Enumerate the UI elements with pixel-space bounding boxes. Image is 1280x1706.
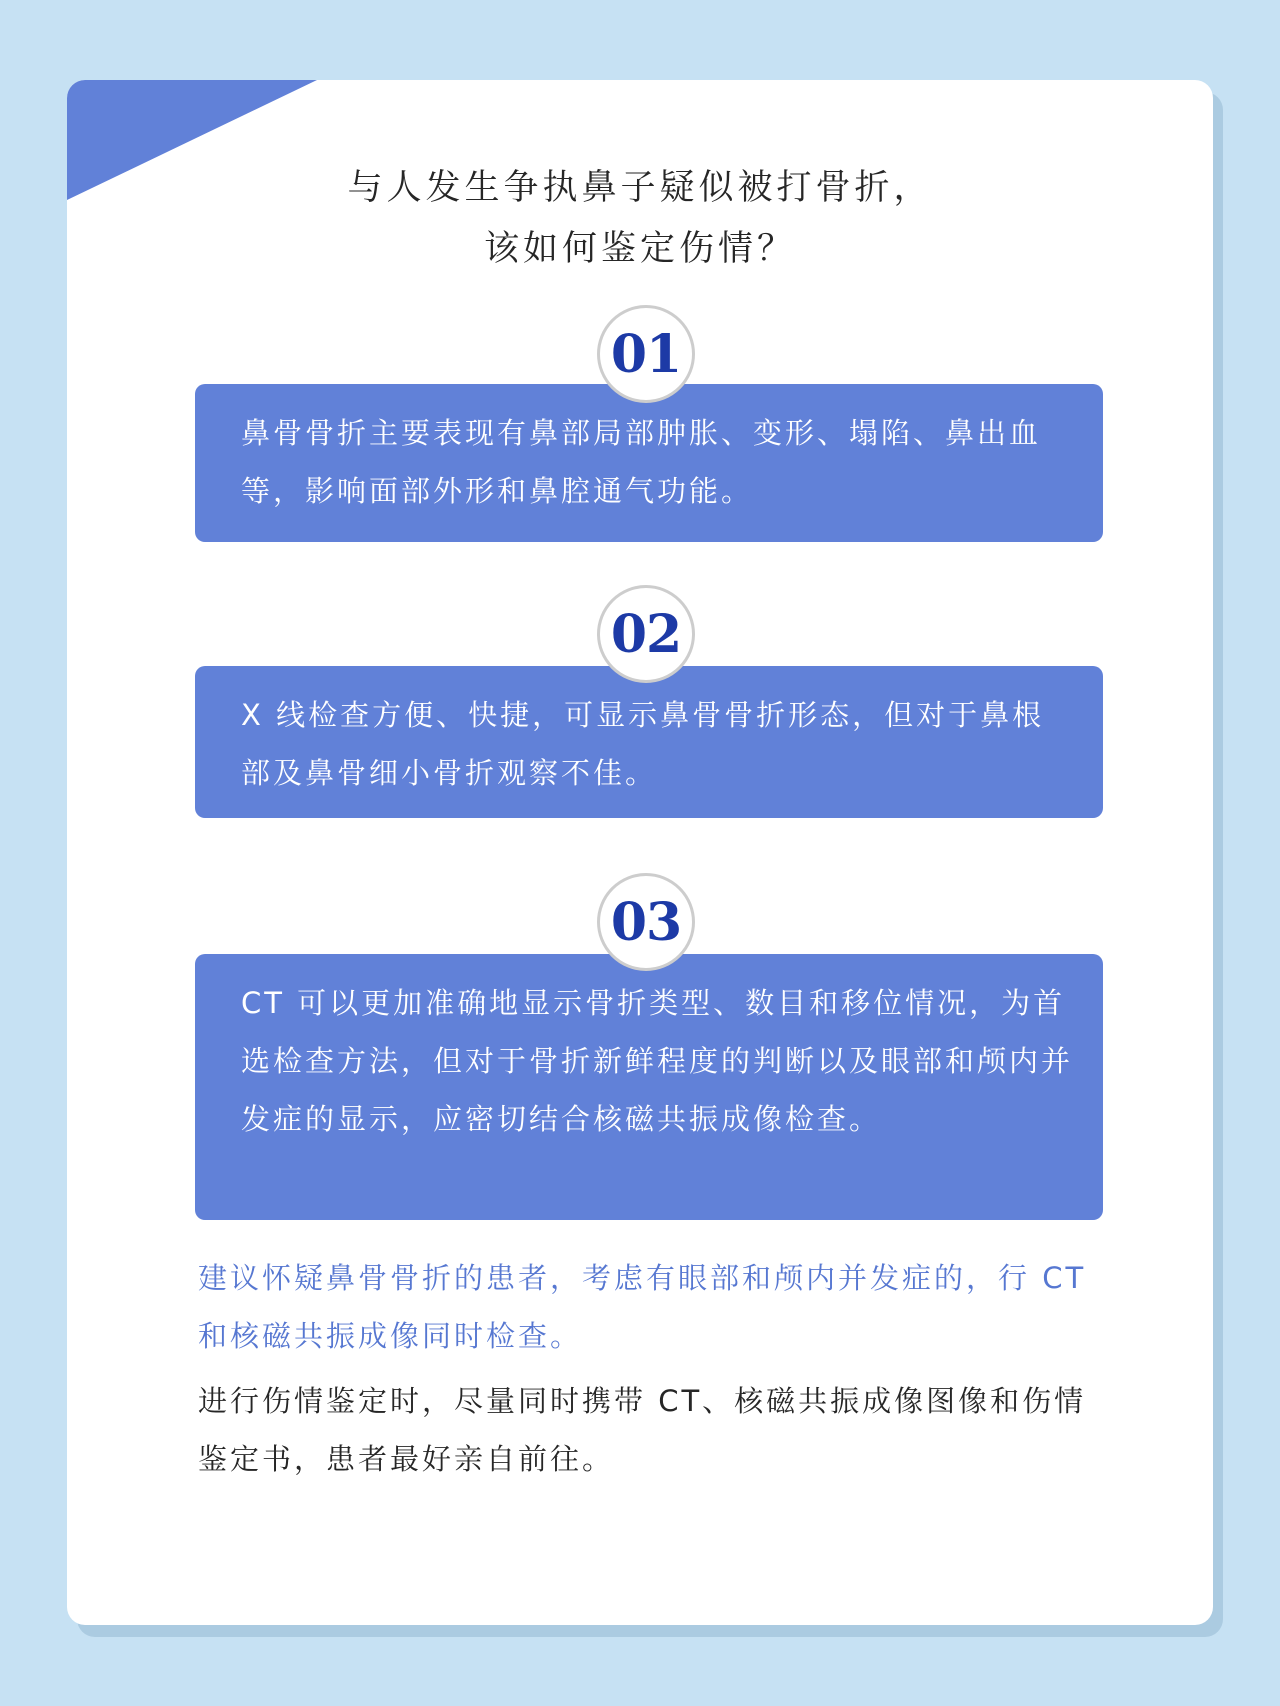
- item-text-2: X 线检查方便、快捷，可显示鼻骨骨折形态，但对于鼻根部及鼻骨细小骨折观察不佳。: [241, 698, 1045, 790]
- recommendation-text: 建议怀疑鼻骨骨折的患者，考虑有眼部和颅内并发症的，行 CT 和核磁共振成像同时检查。: [198, 1261, 1087, 1353]
- title-line-2: 该如何鉴定伤情？: [483, 229, 796, 269]
- item-number-badge-3: [597, 873, 695, 971]
- title-line-1: 与人发生争执鼻子疑似被打骨折，: [347, 168, 933, 208]
- item-number-badge-2: [597, 585, 695, 683]
- item-number-3: 03: [610, 892, 682, 953]
- item-number-badge-1: [597, 305, 695, 403]
- item-number-1: 01: [610, 324, 682, 385]
- item-number-2: 02: [610, 604, 682, 665]
- item-panel-2: [195, 666, 1103, 818]
- item-text-3: CT 可以更加准确地显示骨折类型、数目和移位情况，为首选检查方法，但对于骨折新鲜程度的判断以及眼部和颅内并发症的显示，应密切结合核磁共振成像检查。: [241, 986, 1074, 1136]
- item-text-1: 鼻骨骨折主要表现有鼻部局部肿胀、变形、塌陷、鼻出血等，影响面部外形和鼻腔通气功能。: [241, 416, 1042, 508]
- page-title: [67, 158, 1213, 280]
- advice-text: 进行伤情鉴定时，尽量同时携带 CT、核磁共振成像图像和伤情鉴定书，患者最好亲自前往。: [198, 1384, 1087, 1476]
- info-card: [67, 80, 1213, 1625]
- item-panel-3: [195, 954, 1103, 1220]
- item-panel-1: [195, 384, 1103, 542]
